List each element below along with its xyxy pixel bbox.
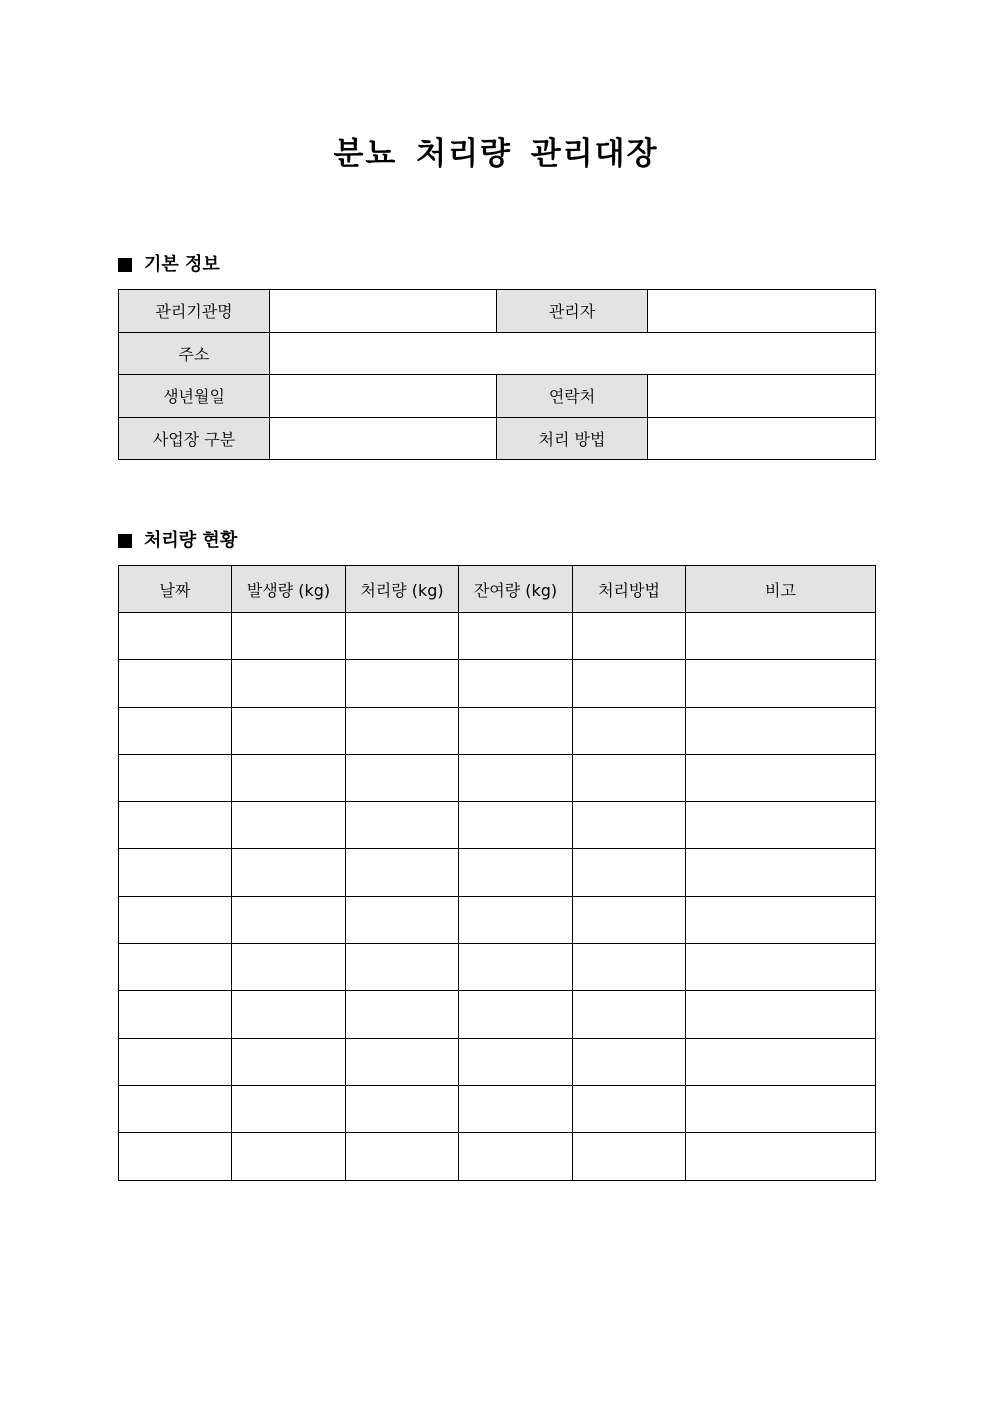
- date-cell[interactable]: [119, 896, 232, 943]
- table-row: [119, 896, 876, 943]
- treated-cell[interactable]: [346, 660, 459, 707]
- generated-cell[interactable]: [232, 991, 346, 1038]
- generated-cell[interactable]: [232, 707, 346, 754]
- generated-cell[interactable]: [232, 802, 346, 849]
- table-row: [119, 991, 876, 1038]
- business-type-label: 사업장 구분: [119, 417, 270, 460]
- info-row: [119, 375, 876, 418]
- method-cell[interactable]: [573, 849, 686, 896]
- table-row: [119, 802, 876, 849]
- basic-info-heading: [118, 252, 220, 278]
- table-row: [119, 707, 876, 754]
- agency-name-field[interactable]: [270, 290, 497, 333]
- date-cell[interactable]: [119, 802, 232, 849]
- generated-cell[interactable]: [232, 1085, 346, 1132]
- treated-cell[interactable]: [346, 754, 459, 801]
- treatment-method-label: 처리 방법: [497, 417, 648, 460]
- remaining-cell[interactable]: [459, 1085, 573, 1132]
- generated-cell[interactable]: [232, 896, 346, 943]
- treated-cell[interactable]: [346, 896, 459, 943]
- generated-cell[interactable]: [232, 613, 346, 660]
- method-cell[interactable]: [573, 754, 686, 801]
- remarks-cell[interactable]: [686, 754, 876, 801]
- remaining-cell[interactable]: [459, 991, 573, 1038]
- square-bullet-icon: [118, 258, 132, 272]
- square-bullet-icon: [118, 534, 132, 548]
- remarks-cell[interactable]: [686, 991, 876, 1038]
- column-header-date: 날짜: [119, 566, 232, 613]
- method-cell[interactable]: [573, 802, 686, 849]
- column-header-remarks: 비고: [686, 566, 876, 613]
- table-row: [119, 660, 876, 707]
- method-cell[interactable]: [573, 896, 686, 943]
- date-cell[interactable]: [119, 754, 232, 801]
- generated-cell[interactable]: [232, 1038, 346, 1085]
- info-row: [119, 332, 876, 375]
- remaining-cell[interactable]: [459, 754, 573, 801]
- remarks-cell[interactable]: [686, 944, 876, 991]
- date-cell[interactable]: [119, 944, 232, 991]
- treated-cell[interactable]: [346, 613, 459, 660]
- remaining-cell[interactable]: [459, 1038, 573, 1085]
- method-cell[interactable]: [573, 944, 686, 991]
- method-cell[interactable]: [573, 1038, 686, 1085]
- date-cell[interactable]: [119, 1038, 232, 1085]
- birth-date-field[interactable]: [270, 375, 497, 418]
- status-header-row: [119, 566, 876, 613]
- method-cell[interactable]: [573, 991, 686, 1038]
- table-row: [119, 849, 876, 896]
- agency-name-label: 관리기관명: [119, 290, 270, 333]
- table-row: [119, 1038, 876, 1085]
- contact-field[interactable]: [648, 375, 876, 418]
- date-cell[interactable]: [119, 707, 232, 754]
- remarks-cell[interactable]: [686, 660, 876, 707]
- remarks-cell[interactable]: [686, 613, 876, 660]
- remarks-cell[interactable]: [686, 1085, 876, 1132]
- remarks-cell[interactable]: [686, 802, 876, 849]
- generated-cell[interactable]: [232, 754, 346, 801]
- treated-cell[interactable]: [346, 802, 459, 849]
- column-header-remaining: 잔여량 (kg): [459, 566, 573, 613]
- date-cell[interactable]: [119, 1085, 232, 1132]
- status-heading-text: 처리량 현황: [144, 530, 238, 551]
- date-cell[interactable]: [119, 1133, 232, 1180]
- date-cell[interactable]: [119, 660, 232, 707]
- remaining-cell[interactable]: [459, 660, 573, 707]
- address-label: 주소: [119, 332, 270, 375]
- treatment-method-field[interactable]: [648, 417, 876, 460]
- generated-cell[interactable]: [232, 849, 346, 896]
- method-cell[interactable]: [573, 1133, 686, 1180]
- remarks-cell[interactable]: [686, 707, 876, 754]
- treated-cell[interactable]: [346, 944, 459, 991]
- column-header-method: 처리방법: [573, 566, 686, 613]
- treated-cell[interactable]: [346, 1038, 459, 1085]
- date-cell[interactable]: [119, 613, 232, 660]
- column-header-treated: 처리량 (kg): [346, 566, 459, 613]
- date-cell[interactable]: [119, 849, 232, 896]
- status-heading: [118, 528, 237, 554]
- info-row: [119, 417, 876, 460]
- address-field[interactable]: [270, 332, 876, 375]
- basic-info-table: [118, 289, 876, 460]
- table-row: [119, 613, 876, 660]
- generated-cell[interactable]: [232, 944, 346, 991]
- info-row: [119, 290, 876, 333]
- method-cell[interactable]: [573, 1085, 686, 1132]
- method-cell[interactable]: [573, 613, 686, 660]
- date-cell[interactable]: [119, 991, 232, 1038]
- remarks-cell[interactable]: [686, 896, 876, 943]
- remaining-cell[interactable]: [459, 802, 573, 849]
- basic-info-heading-text: 기본 정보: [144, 254, 220, 275]
- treated-cell[interactable]: [346, 1133, 459, 1180]
- remaining-cell[interactable]: [459, 944, 573, 991]
- remaining-cell[interactable]: [459, 613, 573, 660]
- remaining-cell[interactable]: [459, 1133, 573, 1180]
- method-cell[interactable]: [573, 707, 686, 754]
- generated-cell[interactable]: [232, 1133, 346, 1180]
- manager-label: 관리자: [497, 290, 648, 333]
- treated-cell[interactable]: [346, 849, 459, 896]
- table-row: [119, 944, 876, 991]
- remarks-cell[interactable]: [686, 849, 876, 896]
- status-table: [118, 565, 876, 1181]
- status-table-body: [119, 613, 876, 1181]
- remaining-cell[interactable]: [459, 849, 573, 896]
- treated-cell[interactable]: [346, 991, 459, 1038]
- column-header-generated: 발생량 (kg): [232, 566, 346, 613]
- treated-cell[interactable]: [346, 707, 459, 754]
- treated-cell[interactable]: [346, 1085, 459, 1132]
- method-cell[interactable]: [573, 660, 686, 707]
- business-type-field[interactable]: [270, 417, 497, 460]
- generated-cell[interactable]: [232, 660, 346, 707]
- table-row: [119, 754, 876, 801]
- birth-date-label: 생년월일: [119, 375, 270, 418]
- remaining-cell[interactable]: [459, 707, 573, 754]
- table-row: [119, 1085, 876, 1132]
- remarks-cell[interactable]: [686, 1133, 876, 1180]
- table-row: [119, 1133, 876, 1180]
- contact-label: 연락처: [497, 375, 648, 418]
- page-title: 분뇨 처리량 관리대장: [333, 136, 659, 172]
- remaining-cell[interactable]: [459, 896, 573, 943]
- manager-field[interactable]: [648, 290, 876, 333]
- remarks-cell[interactable]: [686, 1038, 876, 1085]
